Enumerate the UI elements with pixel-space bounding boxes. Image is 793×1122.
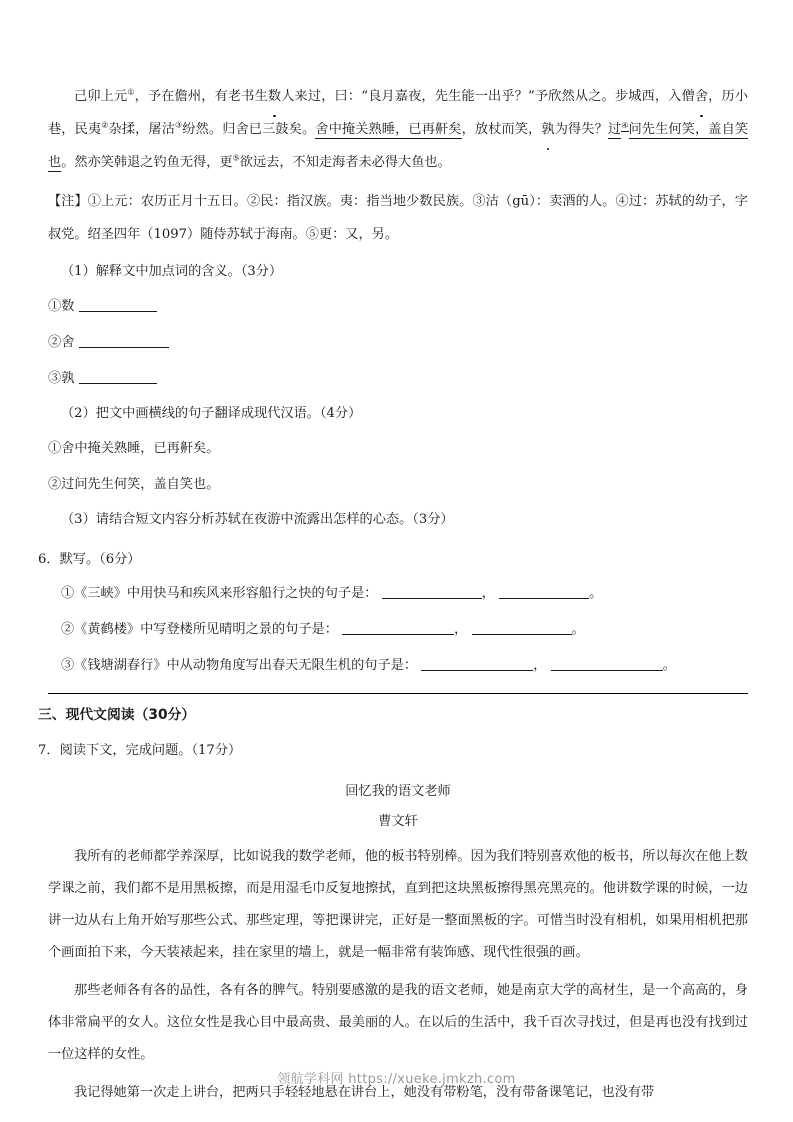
q6-item-2-period: 。 bbox=[571, 622, 585, 637]
q6-item-2-text: ②《黄鹤楼》中写登楼所见晴明之景的句子是： bbox=[61, 622, 338, 637]
q6-item-3 bbox=[48, 648, 748, 684]
q6-item-1-blank-a[interactable] bbox=[382, 585, 482, 599]
q6-item-1-text: ①《三峡》中用快马和疾风来形容船行之快的句子是： bbox=[61, 586, 378, 601]
q5-item-3-num: ③ bbox=[48, 371, 62, 386]
q5-item-1-blank[interactable] bbox=[79, 298, 157, 312]
essay-author: 曹文轩 bbox=[378, 814, 418, 829]
footnote-marker-4: ④ bbox=[621, 120, 629, 130]
passage-text-2c: 纷然。归舍已三鼓矣。 bbox=[182, 122, 316, 137]
essay-paragraph-1: 我所有的老师都学养深厚，比如说我的数学老师，他的板书特别棒。因为我们特别喜欢他的板书，所以每次在他上数学课之前，我们都不是用黑板擦，而是用湿毛巾反复地擦拭，直到把这块黑板擦得黑亮黑亮的。他讲数学课的时候，一边讲一边从右上角开始写那些公式、那些定理，等把课讲完，正好是一整面黑板的字。可惜当时没有相机，如果用相机把那个画面拍下来，今天装裱起来，挂在家里的墙上，就是一幅非常有装饰感、现代性很强的画。 bbox=[48, 849, 748, 960]
q5-answer-item-3 bbox=[48, 361, 748, 397]
essay-paragraph-2: 那些老师各有各的品性，各有各的脾气。特别要感激的是我的语文老师，她是南京大学的高材生，是一个高高的，身体非常扁平的女人。这位女性是我心目中最高贵、最美丽的人。在以后的生活中，我千百次寻找过，但是再也没有找到过一位这样的女性。 bbox=[48, 983, 748, 1062]
q6-item-1 bbox=[48, 576, 748, 612]
q5-sub3-prompt: （3）请结合短文内容分析苏轼在夜游中流露出怎样的心态。（3分） bbox=[61, 512, 454, 527]
q6-item-3-blank-b[interactable] bbox=[551, 657, 663, 671]
q5-sub1-prompt: （1）解释文中加点词的含义。（3分） bbox=[61, 264, 283, 279]
passage-text-1b: ，予在儋州，有老书生数人来过，曰：“良月嘉夜，先生能一出乎？”予欣然从之。步城西，入僧舍，历小巷，民夷 bbox=[48, 89, 748, 137]
q6-item-1-blank-b[interactable] bbox=[499, 585, 589, 599]
q5-item-3-word: 孰 bbox=[61, 371, 75, 386]
passage-text-2b: 杂揉，屠沽 bbox=[108, 122, 175, 137]
q6-heading: 6．默写。（6分） bbox=[38, 552, 141, 567]
q5-translate-2: ②过问先生何笑，盖自笑也。 bbox=[48, 477, 220, 492]
q6-item-3-comma: ， bbox=[533, 658, 547, 673]
section-3-heading: 三、现代文阅读（30分） bbox=[38, 707, 196, 723]
classical-passage bbox=[48, 80, 748, 179]
essay-paragraph-3: 我记得她第一次走上讲台，把两只手轻轻地悬在讲台上，她没有带粉笔，没有带备课笔记，也没有带 bbox=[74, 1085, 655, 1100]
essay-title: 回忆我的语文老师 bbox=[345, 784, 451, 799]
q6-item-2-comma: ， bbox=[454, 622, 468, 637]
footnote-marker-3: ③ bbox=[175, 120, 183, 130]
q6-item-2 bbox=[48, 612, 748, 648]
q5-translate-1: ①舍中掩关熟睡，已再鼾矣。 bbox=[48, 441, 220, 456]
passage-text-3c: 欲远去，不知走海者未必得大鱼也。 bbox=[239, 155, 451, 170]
q6-item-2-blank-a[interactable] bbox=[342, 621, 454, 635]
q5-item-2-num: ② bbox=[48, 335, 62, 350]
q6-item-3-blank-a[interactable] bbox=[421, 657, 533, 671]
site-watermark: 领航学科网 https://xueke.jmkzh.com bbox=[277, 1072, 516, 1087]
emphasis-char-she: 舍 bbox=[695, 80, 708, 113]
page-content bbox=[38, 80, 749, 1109]
q5-item-1-num: ① bbox=[48, 299, 62, 314]
q5-item-2-blank[interactable] bbox=[79, 334, 169, 348]
passage-text-1a: 己卯上元 bbox=[74, 89, 128, 104]
emphasis-char-shu2: 孰 bbox=[541, 113, 554, 146]
q7-heading: 7．阅读下文，完成问题。（17分） bbox=[38, 743, 242, 758]
footnote-marker-2: ② bbox=[101, 120, 109, 130]
underlined-sentence-2a: 过 bbox=[607, 122, 622, 137]
footnote-marker-5: ⑤ bbox=[232, 153, 240, 163]
emphasis-char-shu: 数 bbox=[268, 80, 281, 113]
footnotes-text: ①上元：农历正月十五日。②民：指汉族。夷：指当地少数民族。③沽（gū）：卖酒的人。④过：苏轼的幼子，字叔党。绍圣四年（1097）随侍苏轼于海南。⑤更：又，另。 bbox=[48, 194, 748, 242]
underlined-sentence-1: 舍中掩关熟睡，已再鼾矣 bbox=[315, 122, 462, 137]
q6-item-3-text: ③《钱塘湖春行》中从动物角度写出春天无限生机的句子是： bbox=[61, 658, 418, 673]
passage-text-2d: ，放杖而笑，孰为得失？ bbox=[462, 122, 608, 137]
q6-item-1-period: 。 bbox=[589, 586, 603, 601]
q5-item-1-word: 数 bbox=[61, 299, 75, 314]
underlined-sentence-2b: 问先生何笑，盖自笑也 bbox=[48, 122, 749, 170]
q5-item-2-word: 舍 bbox=[61, 335, 75, 350]
q5-sub2-prompt: （2）把文中画横线的句子翻译成现代汉语。（4分） bbox=[61, 406, 362, 421]
passage-text-3b: 。然亦笑韩退之钓鱼无得，更 bbox=[61, 155, 233, 170]
q5-answer-item-2 bbox=[48, 325, 748, 361]
q6-item-1-comma: ， bbox=[481, 586, 495, 601]
section-divider bbox=[48, 693, 748, 694]
q5-item-3-blank[interactable] bbox=[79, 370, 157, 384]
q6-item-2-blank-b[interactable] bbox=[472, 621, 572, 635]
footnote-marker-1: ① bbox=[127, 87, 135, 97]
footnotes-block bbox=[48, 185, 748, 251]
q5-answer-item-1 bbox=[48, 289, 748, 325]
q6-item-3-period: 。 bbox=[662, 658, 676, 673]
footnotes-label: 【注】 bbox=[48, 194, 88, 209]
